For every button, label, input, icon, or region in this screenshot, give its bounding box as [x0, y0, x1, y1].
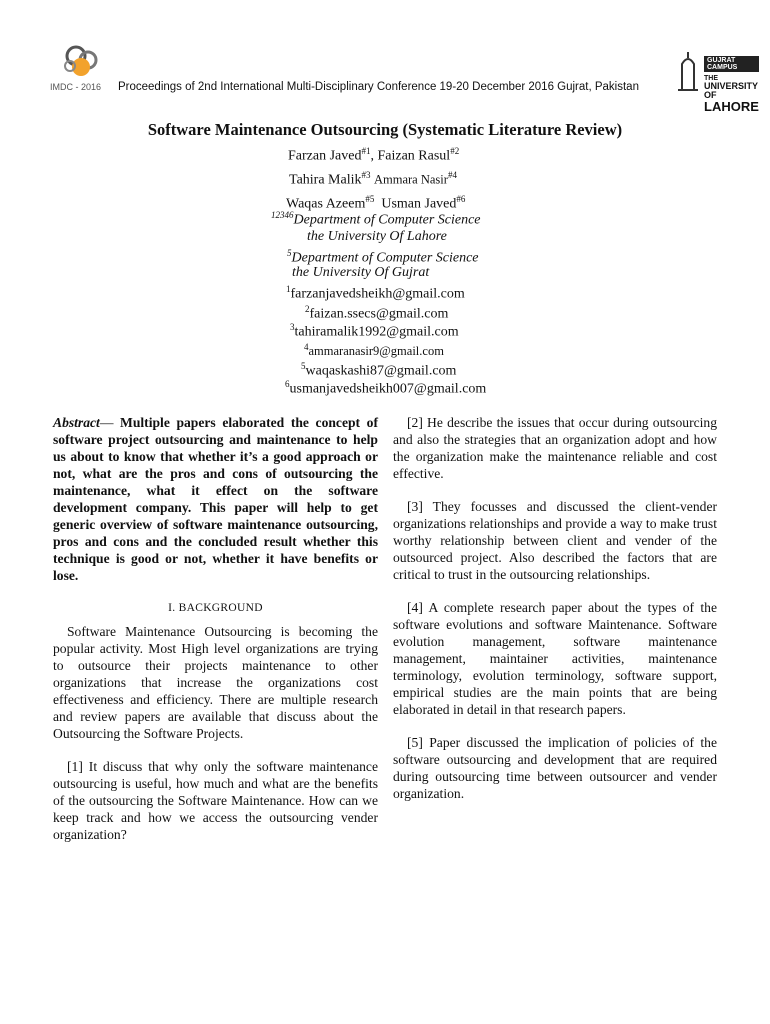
- abstract-text: Multiple papers elaborated the concept of software project outsourcing and maintenance to help us about to know that whether it’s a good approach or not, what are the pros and cons of outsourcing the maintenance, what it effect on the software development company. This paper will help to get generic overview of software maintenance outsourcing, pros and cons and the concluded result whether this technique is good or not, whether it have benefits or lose.: [53, 415, 378, 583]
- author-name: Usman Javed: [381, 196, 457, 212]
- email-address: farzanjavedsheikh@gmail.com: [290, 286, 465, 302]
- reference-summary-5: [5] Paper discussed the implication of policies of the software outsourcing and development that are required during outsourcing time between outsourcer and vender organization.: [393, 735, 717, 801]
- author-name: Waqas Azeem: [286, 196, 366, 212]
- author-sup: #5: [365, 194, 375, 204]
- email-sup: 1: [286, 284, 291, 294]
- reference-summary-1: [1] It discuss that why only the software maintenance outsourcing is useful, how much and what are the benefits of the outsourcing the Software Maintenance. How can we keep track and how we access the outsourcing vender organization?: [53, 759, 378, 842]
- email-3: [290, 322, 459, 341]
- background-paragraph: Software Maintenance Outsourcing is becoming the popular activity. Most High level organizations are trying to outsource their projects maintenance to other organizations that increase the organizations cost effectiveness and efficiency. There are multiple research and review papers are available that discuss about the Outsourcing the Software Projects.: [53, 624, 378, 741]
- email-address: tahiramalik1992@gmail.com: [294, 324, 459, 340]
- email-4: [304, 342, 444, 359]
- email-sup: 3: [290, 322, 295, 332]
- author-name: Ammara Nasir: [374, 172, 448, 187]
- author-name: Tahira Malik: [289, 172, 362, 188]
- logo-university-label: UNIVERSITY OF: [704, 81, 758, 100]
- logo-the-label: THE: [704, 75, 718, 82]
- imdc-logo-text: IMDC - 2016: [50, 82, 102, 92]
- reference-summary-3: [3] They focusses and discussed the client-vender organizations relationships and provide a way to make trust worthy relationship between client and vender of the outsourced project. Also described the factors that are critical to trust in the outsourcing relationships.: [393, 499, 717, 582]
- email-address: usmanjavedsheikh007@gmail.com: [289, 381, 487, 397]
- author-name: Faizan Rasul: [377, 148, 451, 164]
- reference-summary-2: [2] He describe the issues that occur during outsourcing and also the strategies that an organization adopt and how the organization make the maintenance reliable and cost effective.: [393, 415, 717, 481]
- email-address: waqaskashi87@gmail.com: [305, 363, 457, 379]
- affiliation-2-dept: [287, 248, 479, 267]
- university-of-lahore-logo: [674, 50, 759, 114]
- email-5: [301, 361, 456, 380]
- author-name: Farzan Javed: [288, 148, 362, 164]
- imdc-logo: [48, 40, 120, 98]
- email-1: [286, 284, 465, 303]
- author-sup: #1: [361, 146, 371, 156]
- conference-header: Proceedings of 2nd International Multi-Disciplinary Conference 19-20 December 2016 Gujrat, Pakistan: [118, 81, 639, 93]
- email-6: [285, 379, 486, 398]
- email-sup: 6: [285, 379, 290, 389]
- logo-lahore-label: LAHORE: [704, 99, 759, 114]
- author-sup: #4: [447, 170, 457, 180]
- left-column: [53, 414, 378, 859]
- author-line-1: [288, 146, 459, 165]
- abstract: [53, 414, 378, 584]
- affiliation-2-university: the University Of Gujrat: [292, 265, 430, 280]
- author-sup: #3: [361, 170, 371, 180]
- abstract-label: Abstract: [53, 415, 100, 430]
- affiliation-1-university: the University Of Lahore: [307, 229, 447, 244]
- paper-title: Software Maintenance Outsourcing (Systematic Literature Review): [147, 120, 623, 139]
- logo-campus-label: GUJRAT CAMPUS: [704, 56, 759, 72]
- affiliation-dept: Department of Computer Science: [291, 250, 479, 266]
- email-2: [305, 304, 448, 323]
- author-sup: #6: [456, 194, 466, 204]
- author-sup: #2: [450, 146, 460, 156]
- affiliation-sup: 12346: [271, 210, 294, 220]
- email-sup: 2: [305, 304, 310, 314]
- abstract-dash: —: [99, 415, 121, 430]
- email-sup: 5: [301, 361, 306, 371]
- author-separator: ,: [370, 148, 378, 164]
- reference-summary-4: [4] A complete research paper about the types of the software evolutions and software Maintenance. Software evolution management, software maintenance management, maintainer activities, maintenance terminology, evolution terminology, software support, empirical studies are the main points that are being elaborated in detail in that research papers.: [393, 600, 717, 717]
- email-address: ammaranasir9@gmail.com: [308, 344, 444, 359]
- section-heading-background: I. BACKGROUND: [168, 602, 263, 614]
- author-line-2: [289, 170, 457, 189]
- page-header: [48, 40, 759, 114]
- affiliation-dept: Department of Computer Science: [293, 212, 481, 228]
- right-column: [393, 414, 717, 818]
- affiliation-1-dept: [271, 210, 481, 229]
- email-sup: 4: [304, 342, 309, 352]
- affiliation-sup: 5: [287, 248, 292, 258]
- email-address: faizan.ssecs@gmail.com: [309, 306, 449, 322]
